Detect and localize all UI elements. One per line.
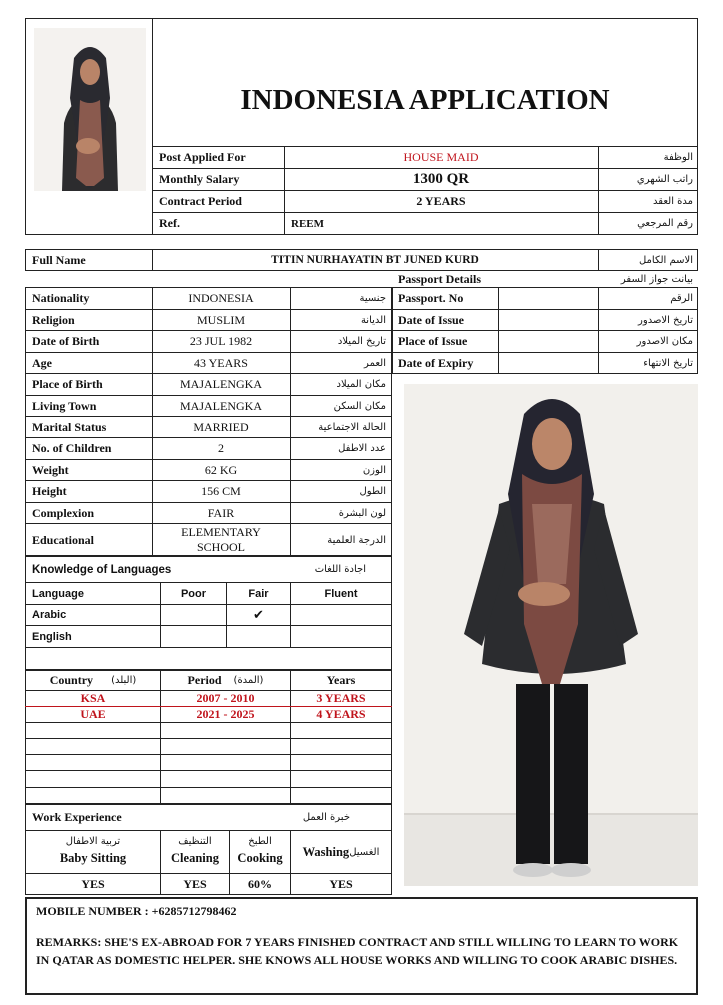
mobile-number: MOBILE NUMBER : +6285712798462 bbox=[36, 904, 237, 918]
work-heading-ar: خبرة العمل bbox=[302, 812, 350, 823]
contract-value: 2 YEARS bbox=[416, 194, 466, 208]
abroad-row2-country: UAE bbox=[80, 707, 106, 721]
contract-label-ar: مدة العقد bbox=[653, 196, 693, 207]
lang-english-poor bbox=[161, 626, 226, 647]
issue-date-label-ar: تاريخ الاصدور bbox=[638, 314, 693, 326]
lang-col-fair: Fair bbox=[248, 587, 269, 600]
skill-cooking-value: 60% bbox=[248, 877, 272, 891]
birthplace-label-ar: مكان الميلاد bbox=[336, 379, 386, 390]
weight-label: Weight bbox=[32, 462, 69, 477]
nationality-label-ar: جنسية bbox=[359, 293, 386, 304]
abroad-col-country-ar: (البلد) bbox=[111, 675, 137, 686]
page-title: INDONESIA APPLICATION bbox=[240, 83, 610, 116]
weight-label-ar: الوزن bbox=[362, 464, 386, 476]
complexion-value: FAIR bbox=[207, 505, 235, 520]
lang-english-fair bbox=[227, 626, 290, 647]
education-value-line1: ELEMENTARY bbox=[181, 525, 261, 539]
expiry-date-label-ar: تاريخ الانتهاء bbox=[643, 358, 693, 369]
religion-label-ar: الديانة bbox=[360, 314, 386, 326]
age-label: Age bbox=[32, 355, 52, 370]
age-label-ar: العمر bbox=[364, 357, 386, 369]
lang-col-fluent: Fluent bbox=[324, 587, 358, 600]
salary-label: Monthly Salary bbox=[159, 172, 240, 186]
complexion-label: Complexion bbox=[32, 505, 95, 520]
height-value: 156 CM bbox=[201, 484, 241, 498]
lang-arabic-fluent bbox=[291, 605, 391, 625]
salary-label-ar: راتب الشهري bbox=[636, 174, 693, 185]
ref-label: Ref. bbox=[159, 216, 180, 230]
skill-cooking-header bbox=[230, 831, 290, 873]
full-name-label-ar: الاسم الكامل bbox=[638, 254, 693, 266]
height-label: Height bbox=[32, 484, 67, 498]
marital-status-label-ar: الحالة الاجتماعية bbox=[318, 421, 386, 433]
skill-babysitting-ar: تربية الاطفال bbox=[65, 836, 121, 847]
full-name-label: Full Name bbox=[32, 252, 86, 267]
age-value: 43 YEARS bbox=[194, 355, 248, 370]
skill-cleaning-value: YES bbox=[183, 877, 207, 891]
post-value: HOUSE MAID bbox=[403, 150, 479, 164]
skill-babysitting-value: YES bbox=[81, 877, 105, 891]
skill-cleaning-en: Cleaning bbox=[171, 851, 219, 865]
issue-place-label-ar: مكان الاصدور bbox=[636, 336, 693, 347]
passport-heading-ar: بيانت جواز السفر bbox=[620, 274, 693, 285]
languages-heading-ar: اجادة اللغات bbox=[314, 564, 366, 575]
marital-status-value: MARRIED bbox=[193, 419, 249, 434]
children-label: No. of Children bbox=[32, 441, 112, 455]
abroad-col-period-en: Period bbox=[187, 673, 222, 687]
abroad-col-country bbox=[26, 671, 160, 690]
education-label-ar: الدرجة العلمية bbox=[327, 534, 386, 546]
nationality-label: Nationality bbox=[32, 291, 90, 305]
abroad-col-period bbox=[161, 671, 290, 690]
contract-label: Contract Period bbox=[159, 194, 242, 208]
post-label-ar: الوظفة bbox=[663, 152, 693, 163]
children-value: 2 bbox=[218, 441, 224, 455]
passport-no-label-ar: الرقم bbox=[670, 293, 693, 304]
birthplace-value: MAJALENGKA bbox=[180, 377, 262, 391]
complexion-label-ar: لون البشرة bbox=[338, 507, 386, 519]
remarks-text: REMARKS: SHE'S EX-ABROAD FOR 7 YEARS FINISHED CONTRACT AND STILL WILLING TO LEARN TO WORK IN QATAR AS DOMESTIC HELPER. SHE KNOWS ALL HOUSE WORKS AND WILLING TO COOK ARABIC DISHES. bbox=[36, 935, 679, 967]
skill-cooking-ar: الطبخ bbox=[248, 836, 272, 847]
full-name-value: TITIN NURHAYATIN BT JUNED KURD bbox=[271, 254, 479, 266]
living-town-label-ar: مكان السكن bbox=[333, 400, 386, 412]
skill-washing-header bbox=[291, 831, 391, 873]
work-heading: Work Experience bbox=[32, 810, 122, 824]
birthplace-label: Place of Birth bbox=[32, 377, 103, 391]
issue-place-label: Place of Issue bbox=[398, 334, 468, 348]
living-town-label: Living Town bbox=[32, 398, 97, 413]
abroad-col-country-en: Country bbox=[49, 673, 94, 687]
salary-value: 1300 QR bbox=[412, 171, 470, 187]
abroad-row1-country: KSA bbox=[80, 691, 106, 705]
full-body-photo bbox=[404, 384, 698, 886]
children-label-ar: عدد الاطفل bbox=[338, 443, 386, 454]
passport-heading: Passport Details bbox=[398, 272, 481, 286]
abroad-row2-period: 2021 - 2025 bbox=[196, 707, 255, 721]
religion-label: Religion bbox=[32, 312, 75, 327]
abroad-row1-period: 2007 - 2010 bbox=[196, 691, 255, 705]
lang-arabic-poor bbox=[161, 605, 226, 625]
skill-washing-ar: الغسيل bbox=[349, 846, 380, 858]
education-value bbox=[153, 524, 289, 556]
weight-value: 62 KG bbox=[204, 462, 238, 477]
dob-label: Date of Birth bbox=[32, 334, 100, 348]
passport-no-label: Passport. No bbox=[398, 291, 464, 305]
skill-cooking-en: Cooking bbox=[237, 851, 283, 865]
dob-value: 23 JUL 1982 bbox=[189, 334, 253, 348]
lang-english-fluent bbox=[291, 626, 391, 647]
skill-babysitting-en: Baby Sitting bbox=[59, 851, 127, 865]
lang-col-poor: Poor bbox=[180, 587, 207, 600]
lang-english-name: English bbox=[32, 630, 72, 643]
abroad-row2-years: 4 YEARS bbox=[316, 707, 366, 721]
languages-heading: Knowledge of Languages bbox=[32, 563, 172, 576]
skill-cleaning-header bbox=[161, 831, 229, 873]
skill-washing-value: YES bbox=[329, 877, 353, 891]
abroad-col-period-ar: (المدة) bbox=[233, 675, 264, 686]
issue-date-label: Date of Issue bbox=[398, 312, 464, 327]
post-label: Post Applied For bbox=[159, 150, 246, 164]
skill-cleaning-ar: التنظيف bbox=[178, 836, 212, 847]
abroad-col-years: Years bbox=[326, 673, 356, 687]
religion-value: MUSLIM bbox=[196, 312, 245, 327]
skill-washing-en: Washing bbox=[302, 844, 350, 859]
skill-babysitting-header bbox=[26, 831, 160, 873]
dob-label-ar: تاريخ الميلاد bbox=[337, 336, 386, 347]
lang-arabic-fair-check: ✔ bbox=[253, 607, 264, 623]
ref-value: REEM bbox=[291, 217, 324, 230]
lang-arabic-name: Arabic bbox=[32, 609, 67, 621]
nationality-value: INDONESIA bbox=[188, 291, 254, 305]
abroad-row1-years: 3 YEARS bbox=[316, 691, 366, 705]
education-label: Educational bbox=[32, 532, 95, 547]
education-value-line2: SCHOOL bbox=[196, 540, 245, 554]
lang-col-language: Language bbox=[32, 587, 84, 600]
height-label-ar: الطول bbox=[359, 486, 386, 497]
marital-status-label: Marital Status bbox=[32, 419, 107, 434]
expiry-date-label: Date of Expiry bbox=[398, 356, 474, 370]
living-town-value: MAJALENGKA bbox=[180, 398, 262, 413]
ref-label-ar: رقم المرجعي bbox=[637, 218, 693, 229]
portrait-photo-small bbox=[34, 28, 146, 191]
